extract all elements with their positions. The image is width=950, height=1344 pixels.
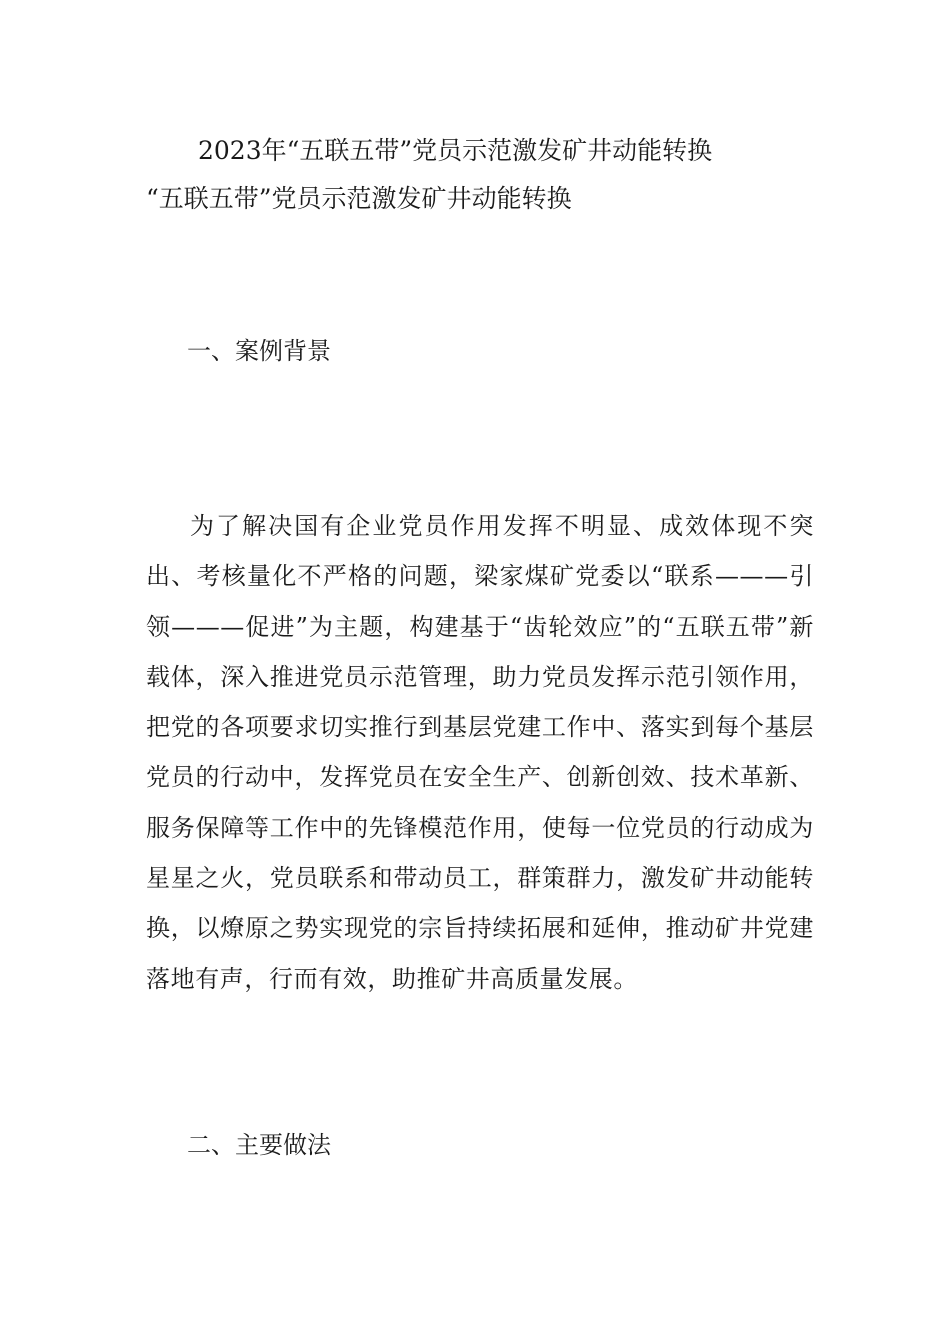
- document-title-line-2: “五联五带”党员示范激发矿井动能转换: [146, 184, 572, 213]
- document-title-line-1: 2023年“五联五带”党员示范激发矿井动能转换: [198, 136, 713, 165]
- section-body-paragraph: 为了解决国有企业党员作用发挥不明显、成效体现不突出、考核量化不严格的问题，梁家煤矿党委以“联系———引领———促进”为主题，构建基于“齿轮效应”的“五联五带”新载体，深入推进党员示范管理，助力党员发挥示范引领作用，把党的各项要求切实推行到基层党建工作中、落实到每个基层党员的行动中，发挥党员在安全生产、创新创效、技术革新、服务保障等工作中的先锋模范作用，使每一位党员的行动成为星星之火，党员联系和带动员工，群策群力，激发矿井动能转换，以燎原之势实现党的宗旨持续拓展和延伸，推动矿井党建落地有声，行而有效，助推矿井高质量发展。: [146, 512, 814, 993]
- section-heading-background: 一、案例背景: [187, 337, 331, 365]
- section-heading-main-practices: 二、主要做法: [187, 1131, 331, 1159]
